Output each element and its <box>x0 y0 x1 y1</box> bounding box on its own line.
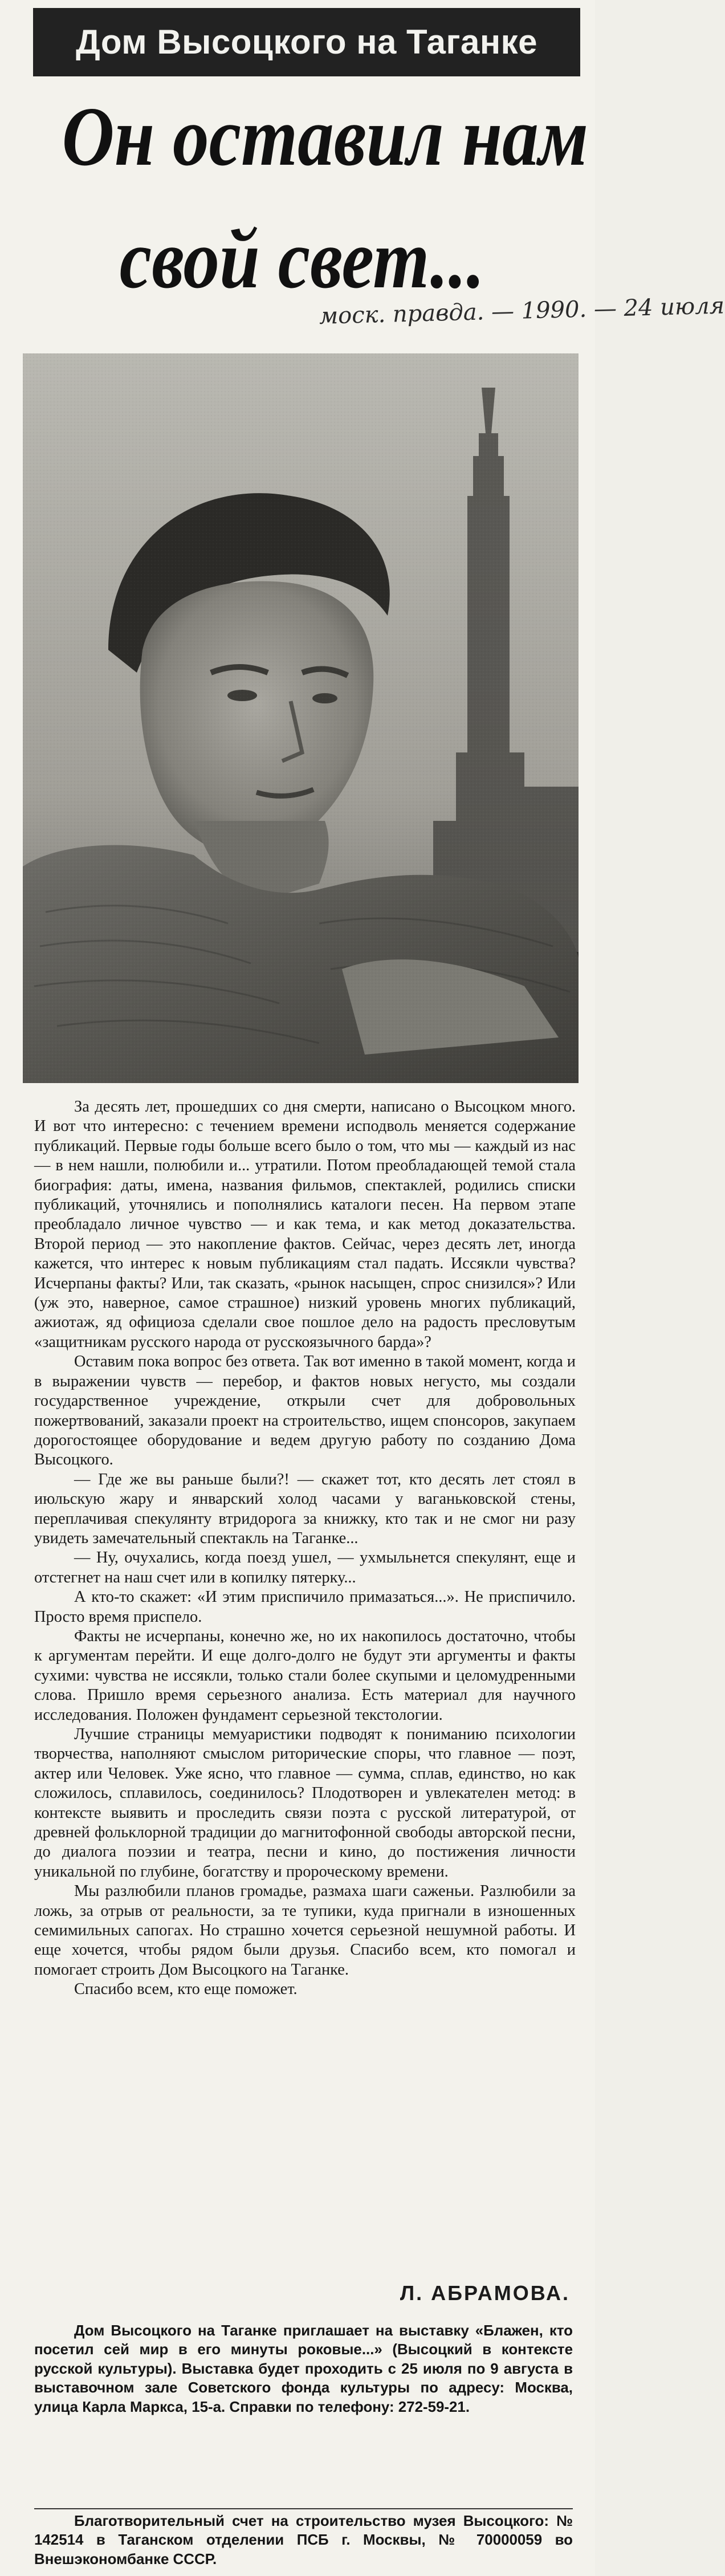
article-paragraph: А кто-то скажет: «И этим приспичило примазаться...». Не приспичило. Просто время приспело. <box>34 1588 576 1626</box>
donation-account-note <box>34 2512 573 2569</box>
article-body <box>34 1097 576 2000</box>
article-paragraph: — Где же вы раньше были?! — скажет тот, кто десять лет стоял в июльскую жару и январский холод часами у ваганьковской стены, переплачивая спекулянту втридорога за книжку, кто так и не смог ни разу увидеть замечательный спектакль на Таганке... <box>34 1470 576 1547</box>
article-paragraph: Мы разлюбили планов громадье, размаха шаги саженьи. Разлюбили за ложь, за отрыв от реальности, за те тупики, куда пригнали в изношенных семимильных сапогах. Но страшно хочется серьезной нешумной работы. И еще хочется, чтобы рядом были друзья. Спасибо всем, кто помогал и помогает строить Дом Высоцкого на Таганке. <box>34 1882 576 1979</box>
article-paragraph: — Ну, очухались, когда поезд ушел, — ухмыльнется спекулянт, еще и отстегнет на наш счет или в копилку пятерку... <box>34 1549 576 1586</box>
headline-line-2: свой свет... <box>119 213 485 306</box>
article-paragraph: Факты не исчерпаны, конечно же, но их накопилось достаточно, чтобы к аргументам перейти. И еще долго-долго не будут эти аргументы и факты сухими: чувства не иссякли, только стали более скупыми и целомудренными слова. Пришло время серьезного анализа. Есть материал для научного исследования. Положен фундамент серьезной текстологии. <box>34 1627 576 1724</box>
divider <box>34 2508 573 2509</box>
announcement-text: Дом Высоцкого на Таганке приглашает на выставку «Блажен, кто посетил сей мир в его минуты роковые...» (Высоцкий в контексте русской культуры). Выставка будет проходить с 25 июля по 9 августа в выставочном зале Советского фонда культуры по адресу: Москва, улица Карла Маркса, 15-а. Справки по телефону: 272-59-21. <box>34 2323 573 2415</box>
handwritten-source-note: моск. правда. — 1990. — 24 июля <box>319 292 725 329</box>
article-paragraph: Оставим пока вопрос без ответа. Так вот именно в такой момент, когда и в выражении чувств — перебор, и фактов новых негусто, мы создали государственное учреждение, открыли счет для добровольных пожертвований, заказали проект на строительство, ищем спонсоров, закупаем дорогостоящее оборудование и ведем другую работу по созданию Дома Высоцкого. <box>34 1353 576 1469</box>
article-paragraph: Спасибо всем, кто еще поможет. <box>74 1980 298 1999</box>
portrait-photo <box>23 353 579 1083</box>
headline-line-1: Он оставил нам <box>62 90 589 184</box>
exhibition-announcement <box>34 2322 573 2417</box>
article-paragraph: Лучшие страницы мемуаристики подводят к пониманию психологии творчества, наполняют смыслом риторические споры, что главное — поэт, актер или Человек. Уже ясно, что главное — сумма, сплав, единство, но как сложилось, сплавилось, соединилось? Плодотворен и увлекателен метод: в контексте выявить и проследить связи поэта с русской литературой, от древней фольклорной традиции до магнитофонной свободы авторской песни, до диалога поэзии и театра, песни и кино, до постижения личности уникальной по глубине, богатству и пророческому времени. <box>34 1726 576 1881</box>
article-paragraph: За десять лет, прошедших со дня смерти, написано о Высоцком много. И вот что интересно: с течением времени исподволь меняется содержание публикаций. Первые годы больше всего было о том, что мы — каждый из нас — в нем нашли, полюбили и... утратили. Потом преобладающей темой стала биография: даты, имена, названия фильмов, спектаклей, родились списки публикаций, уточнялись и пополнялись каталоги песен. На первом этапе преобладало личное чувство — и как тема, и как метод доказательства. Второй период — это накопление фактов. Сейчас, через десять лет, иногда кажется, что интерес к новым публикациям стал падать. Иссякли чувства? Исчерпаны факты? Или, так сказать, «рынок насыщен, спрос снизился»? Или (уж это, наверное, самое страшное) низкий уровень многих публикаций, ажиотаж, яд официоза сделали свое пошлое дело на радость пресловутым «защитникам русского народа от русскоязычного барда»? <box>34 1098 576 1351</box>
footnote-text: Благотворительный счет на строительство музея Высоцкого: № 142514 в Таганском отделении ПСБ г. Москвы, № 70000059 во Внешэкономбанке СССР. <box>34 2513 573 2567</box>
author-signature: Л. АБРАМОВА. <box>400 2281 570 2305</box>
section-rubric: Дом Высоцкого на Таганке <box>33 8 580 76</box>
